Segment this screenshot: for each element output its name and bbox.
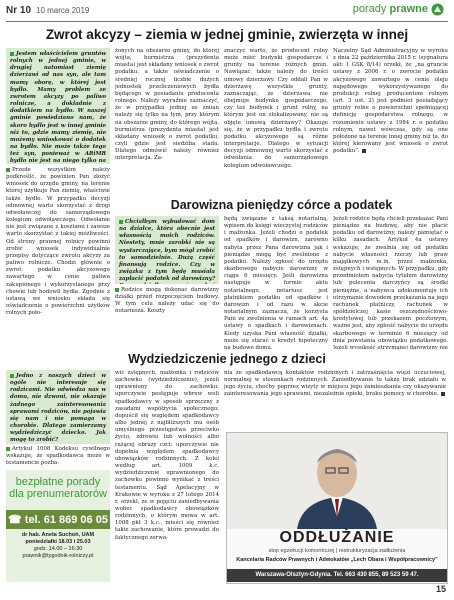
ad-subtitle: stop egzekucji komorniczej | restrukturyzacja zadłużenia <box>268 548 406 554</box>
advice-promo-box <box>6 470 110 582</box>
lawyer-portrait-icon <box>227 433 447 529</box>
promo-hours: godz. 14.00 – 16:30 <box>33 546 83 552</box>
article1-question-box <box>6 48 110 164</box>
section-brand: porady prawne <box>352 3 428 15</box>
article3-lead: Jedno z naszych dzieci w ogóle nie interesuje się rodzicami. Nie odwiedza nas w domu, nie dzwoni, nie okazuje żadnego zainteresowania sprawami rodziców, nie pojawia się nam i nie pomaga w chorobie. Dlatego zamierzamy wydziedziczyć dziecko. Jak mogę to zrobić? <box>10 373 106 444</box>
phone-icon: ☎ <box>8 514 25 526</box>
article1-lead: Jestem właścicielem gruntów rolnych w jednej gminie, w drugiej natomiast ziemię dzierżawi od nas syn, ale tam mamy oborę, w której jest bydło. Mamy problem ze zwrotem akcyzy po paliwo rolnicze, a dokładnie z dodatkiem na bydło. W naszej gminie powiedziano nam, że skoro bydło jest w innej gminie niż to, gdzie mamy ziemię, nie możemy wnioskować o dodatek na bydło. Nie może także tego też syn, ponieważ w ARiMR bydło nie jest na niego tylko na <box>10 51 106 164</box>
article2-column-2: będą związane z taksą notarialną, wpisem do księgi wieczystej rodziców i małżonka. Jeżeli chodzi o podatek od spadków i darowizn, zarówno nabyta przez Pana darowizna jak i pieniądze mogą być zwolnione z podatku. Należy zgłosić do urzędu skarbowego nabycie darowizny w ciągu 6 miesięcy. Jeśli darowizna następuje w formie aktu notarialnego, notariusz jest płatnikiem podatku od spadków i darowizn i od razu w akcie notarialnym zaznacza, że korzysta Pani ze zwolnienia w ramach art. 4a ustawy o spadkach i darowiznach. Kiedy uzyska Pani własność działki, może się starać o kredyt hipoteczny na budowę domu. <box>224 216 328 349</box>
article1-column-3: znaczyć warto, że producent rolny może mieć budynki gospodarcze i grunty na terenie różnych gmin. Nawiązać także należy do treści umowy dzierżawy. Czy oddali Pan w dzierżawę wszystkie grunty, zaznaczając, że dzierżawa nie obejmuje budynku gospodarczego, czy też budynek i grunt rolny, na którym jest on zlokalizowany, nie są objęte umową dzierżawy? Okazuje się, że w przypadku bydła i zwrotu podatku akcyzowego są różne interpretacje. Dlatego w sytuacji decyzji odmownej warto skorzystać z odwołania do samorządowego kolegium odwoławczego. <box>224 48 328 169</box>
issue-date: 10 marca 2019 <box>36 6 90 15</box>
ad-brand: ODDŁUŻANIE <box>279 529 395 546</box>
ad-photo <box>227 433 447 529</box>
promo-expert: dr hab. Aneta Suchoń, UAM <box>21 532 95 538</box>
article3-question-box <box>6 370 110 444</box>
article2-column-3: Jeżeli rodzice będą chcieli przekazać Pani pieniądze na budowę, aby nie płacić podatku od darowizny, należy pamiętać o kilku zasadach. Artykuł 4a ustawy wskazuje, że zwalnia się od podatku nabycie własności rzeczy lub praw majątkowych m.in. przez małżonka, zstępnych i wstępnych. W przypadku, gdy przedmiotem nabycia tytułem darowizny lub polecenia darczyńcy są środki pieniężne, a nabywca udokumentuje ich otrzymanie dowodem przekazania na jego rachunek płatniczy, rachunek w spółdzielczej kasie oszczędnościowo-kredytowej lub przekazem pocztowym, ważne jest, aby zgłosić nabycie do urzędu skarbowego w terminie 6 miesięcy od dnia powstania obowiązku podatkowego. Jeżeli wysokość otrzymanej darowizny nie <box>333 216 448 349</box>
question-marker-icon <box>10 52 14 56</box>
article1-column-2: żonych na obszarze gminy, do której wójta, burmistrza (prezydenta miasta) jest składany wniosek o zwrot podatku, a także oświadczenie o średniej rocznej liczbie dużych jednostek przeliczeniowych bydła będącego w posiadaniu producenta rolnego. Należy wyraźnie zaznaczyć, że w przypadku jednej ze zmian należy się tylko na tym, przy którym na obszarze gminy, do którego wójta, burmistrza (prezydenta miasta) jest składany wniosek o zwrot podatku, czyli gdzie jest siedziba stada. Dlatego odmówić należy również interpretacja. Za- <box>115 48 219 162</box>
article2-lead: Chciałbym wybudować dom na działce, która obecnie jest własnością moich rodziców. Niestety, mnie zarobki nie są wystarczające, bym mógł zrobić to samodzielnie. Dużą część finansują rodzice. Czy w związku z tym będę musiała zapłacić podatek od darowizny? <box>119 219 215 283</box>
end-marker-icon <box>362 149 366 153</box>
question-marker-icon <box>119 220 123 224</box>
article1-title: Zwrot akcyzy – ziemia w jednej gminie, zwierzęta w innej <box>45 27 409 42</box>
article2-column-1: Rodzice mogą dokonać darowizny działki przed rozpoczęciem budowy. W tym celu należy udać się do notariusza. Koszty <box>115 287 219 315</box>
page-header <box>0 0 454 22</box>
article3-column-1: Artykuł 1008 Kodeksu cywilnego wskazuje, że spadkodawca może w testamencie pozba- <box>6 446 110 467</box>
article2-title: Darowizna pieniędzy córce a podatek <box>170 198 393 212</box>
promo-schedule: poniedziałki 18.03 i 25.03 <box>25 539 91 545</box>
promo-title-line1: bezpłatne porady <box>15 476 101 488</box>
promo-email[interactable]: prawnik@tygodnik-rolniczy.pl <box>22 553 94 559</box>
promo-title-line2: dla prenumeratorów <box>9 488 107 500</box>
page-number: 15 <box>435 584 446 594</box>
issue-number: Nr 10 <box>6 5 32 16</box>
question-marker-icon <box>10 374 14 378</box>
article1-column-1: Przede wszystkim należy podkreślić, że powinien Pan złożyć wniosek do urzędu gminy, na terenie której użytkuje Pan ziemię, właściwie także bydło. W przypadku decyzji odmownej warto skorzystać z drogi odwoławczej do samorządowego kolegium odwoławczego. Odwołanie nie jest związane z kosztami i zawsze warto skorzystać z takiej możliwości. Od strony prawnej rolnicy powinni zrobić wniosek indywidualnie przepisy dotyczące zwrotu akcyzy za paliwo rolnicze. Chodzi głównie o zwrot podatku akcyzowego zawartego w cenie paliwa zakupionego i wykorzystanego przy chowie lub hodowli bydła. Zgodnie z ustawą we wniosku składa się oświadczenie o powierzchni użytków rolnych poło- <box>6 167 110 317</box>
ad-contact: Warszawa-Olsztyn-Gdynia. Tel. 663 430 855, 89 523 59 47. <box>227 569 447 582</box>
article1-column-4: Naczelny Sąd Administracyjny w wyroku z dnia 22 października 2015 r. (sygnatura akt: I GSK 8/14) orzekł, że „na gruncie ustawy z 2006 r. o zwrocie podatku akcyzowego zawartego w cenie oleju napędowego wykorzystywanego do produkcji rolnej producentom rolnym (art. 3 ust. 2) jest podmiot posiadający grunty rolne o powierzchni spełniającej definicję gospodarstwa rolnego, w rozumieniu ustawy z 1984 r. o podatku rolnym, nawet wówczas, gdy są one położone na terenie innej gminy niż ta, do której kierowany jest wniosek o zwrot podatku”. <box>333 48 448 155</box>
article3-title: Wydziedziczenie jednego z dzieci <box>128 352 326 366</box>
brand-leaf-icon <box>431 3 444 16</box>
article2-question-box <box>115 216 219 284</box>
answer-marker-icon <box>115 288 119 292</box>
end-marker-icon <box>441 392 445 396</box>
answer-marker-icon <box>6 447 10 451</box>
ad-office: Kancelaria Radców Prawnych i Adwokatów „Lech Obara i Współpracownicy” <box>236 557 438 563</box>
article3-column-3: nia ze spadkodawcą kontaktów rodzinnych i zatrzaśnięcia więzi uczuciowej, normalnej w stosunkach rodzinnych. Zaniedbywanie to także brak udziału w jego życiu, choćby poprzez wizyty w miejscu jego zamieszkania czy okazywanie zainteresowania jego sprawami, niezależnie opieki, braku pomocy w chorobie. <box>224 370 446 398</box>
article3-column-2: wić zstępnych, małżonka i rodziców zachowku (wydziedziczenie), jeżeli uprawniony do zachowku: uporczywie postępuje wbrew woli spadkodawcy w sposób sprzeczny z zasadami współżycia społecznego; dopuścił się względem spadkodawcy albo jednej z najbliższych mu osób umyślnego przestępstwa przeciwko życiu, zdrowiu lub wolności albo rażącej obrazy czci; uporczywie nie dopełnia względem spadkodawcy obowiązków rodzinnych. Z kolei według art. 1009 k.c. wydziedziczenie uprawnionego do zachowku powinno wynikać z treści testamentu. Sąd Apelacyjny w Krakowie w wyroku z 27 lutego 2014 r. orzekł, że w pojęciu zaniedbywania wobec spadkodawcy obowiązków rodzinnych, o którym mowa w art. 1008 pkt 3 k.c., mieści się również takie zachowanie, które prowadzi do faktycznego zerwa- <box>115 370 219 541</box>
promo-phone[interactable]: ☎ tel. 61 869 06 05 <box>6 510 110 529</box>
debt-relief-advertisement[interactable] <box>226 432 448 584</box>
answer-marker-icon <box>6 168 10 172</box>
header-divider <box>6 21 448 22</box>
